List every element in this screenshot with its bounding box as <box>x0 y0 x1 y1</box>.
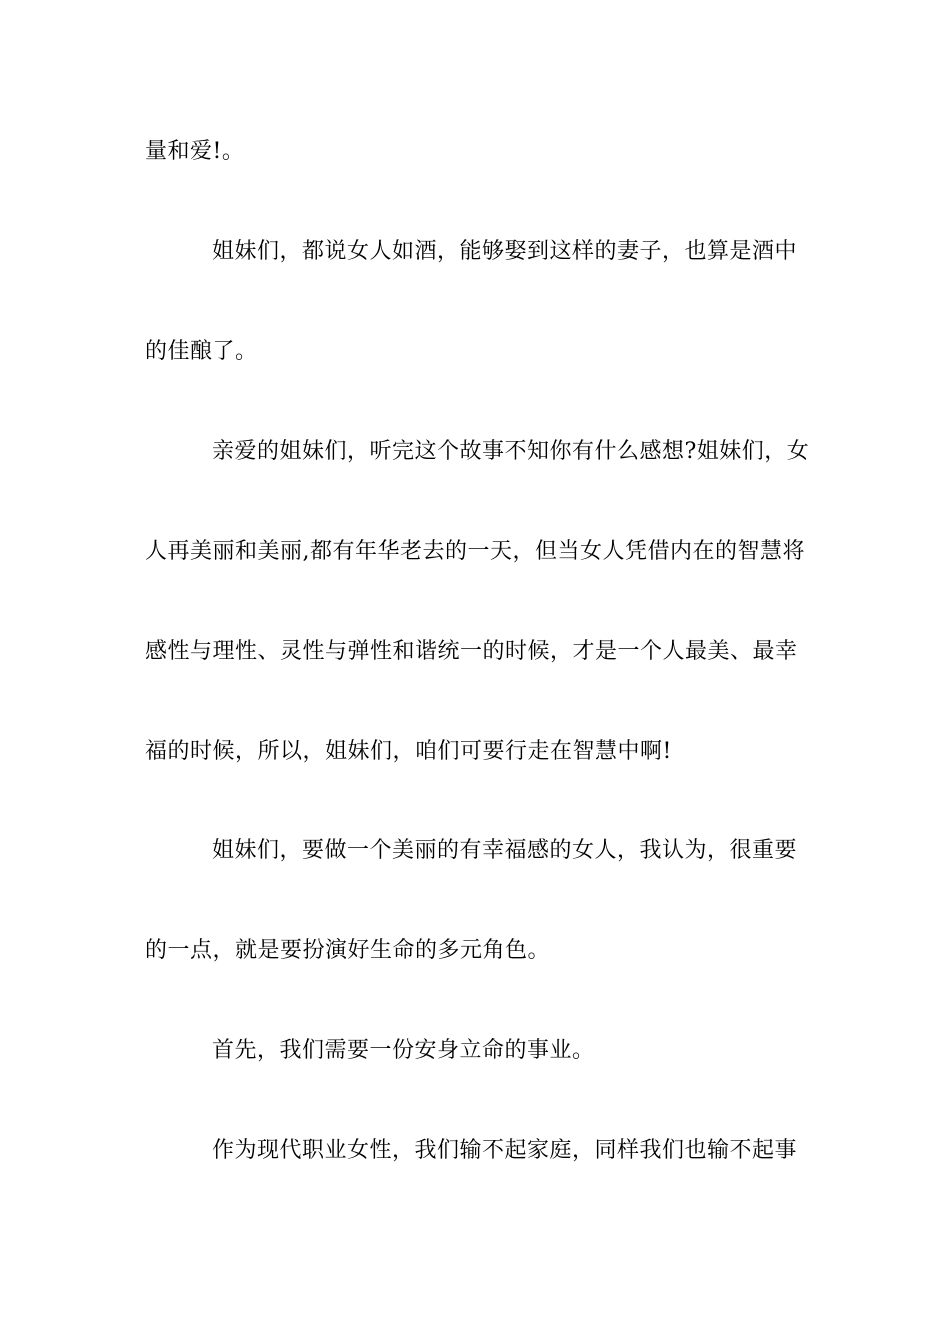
text-line: 量和爱!。 <box>145 139 245 164</box>
text-line: 感性与理性、灵性与弹性和谐统一的时候，才是一个人最美、最幸 <box>145 639 798 664</box>
text-line: 的佳酿了。 <box>145 339 258 364</box>
paragraph-first-line: 亲爱的姐妹们，听完这个故事不知你有什么感想?姐妹们，女 <box>212 439 810 464</box>
text-line: 人再美丽和美丽,都有年华老去的一天，但当女人凭借内在的智慧将 <box>145 539 805 564</box>
paragraph-first-line: 姐妹们，要做一个美丽的有幸福感的女人，我认为，很重要 <box>212 838 798 863</box>
paragraph-first-line: 作为现代职业女性，我们输不起家庭，同样我们也输不起事 <box>212 1138 798 1163</box>
text-line: 的一点，就是要扮演好生命的多元角色。 <box>145 938 551 963</box>
text-line: 福的时候，所以，姐妹们，咱们可要行走在智慧中啊! <box>145 739 672 764</box>
paragraph-first-line: 姐妹们，都说女人如酒，能够娶到这样的妻子，也算是酒中 <box>212 239 798 264</box>
paragraph-first-line: 首先，我们需要一份安身立命的事业。 <box>212 1038 595 1063</box>
